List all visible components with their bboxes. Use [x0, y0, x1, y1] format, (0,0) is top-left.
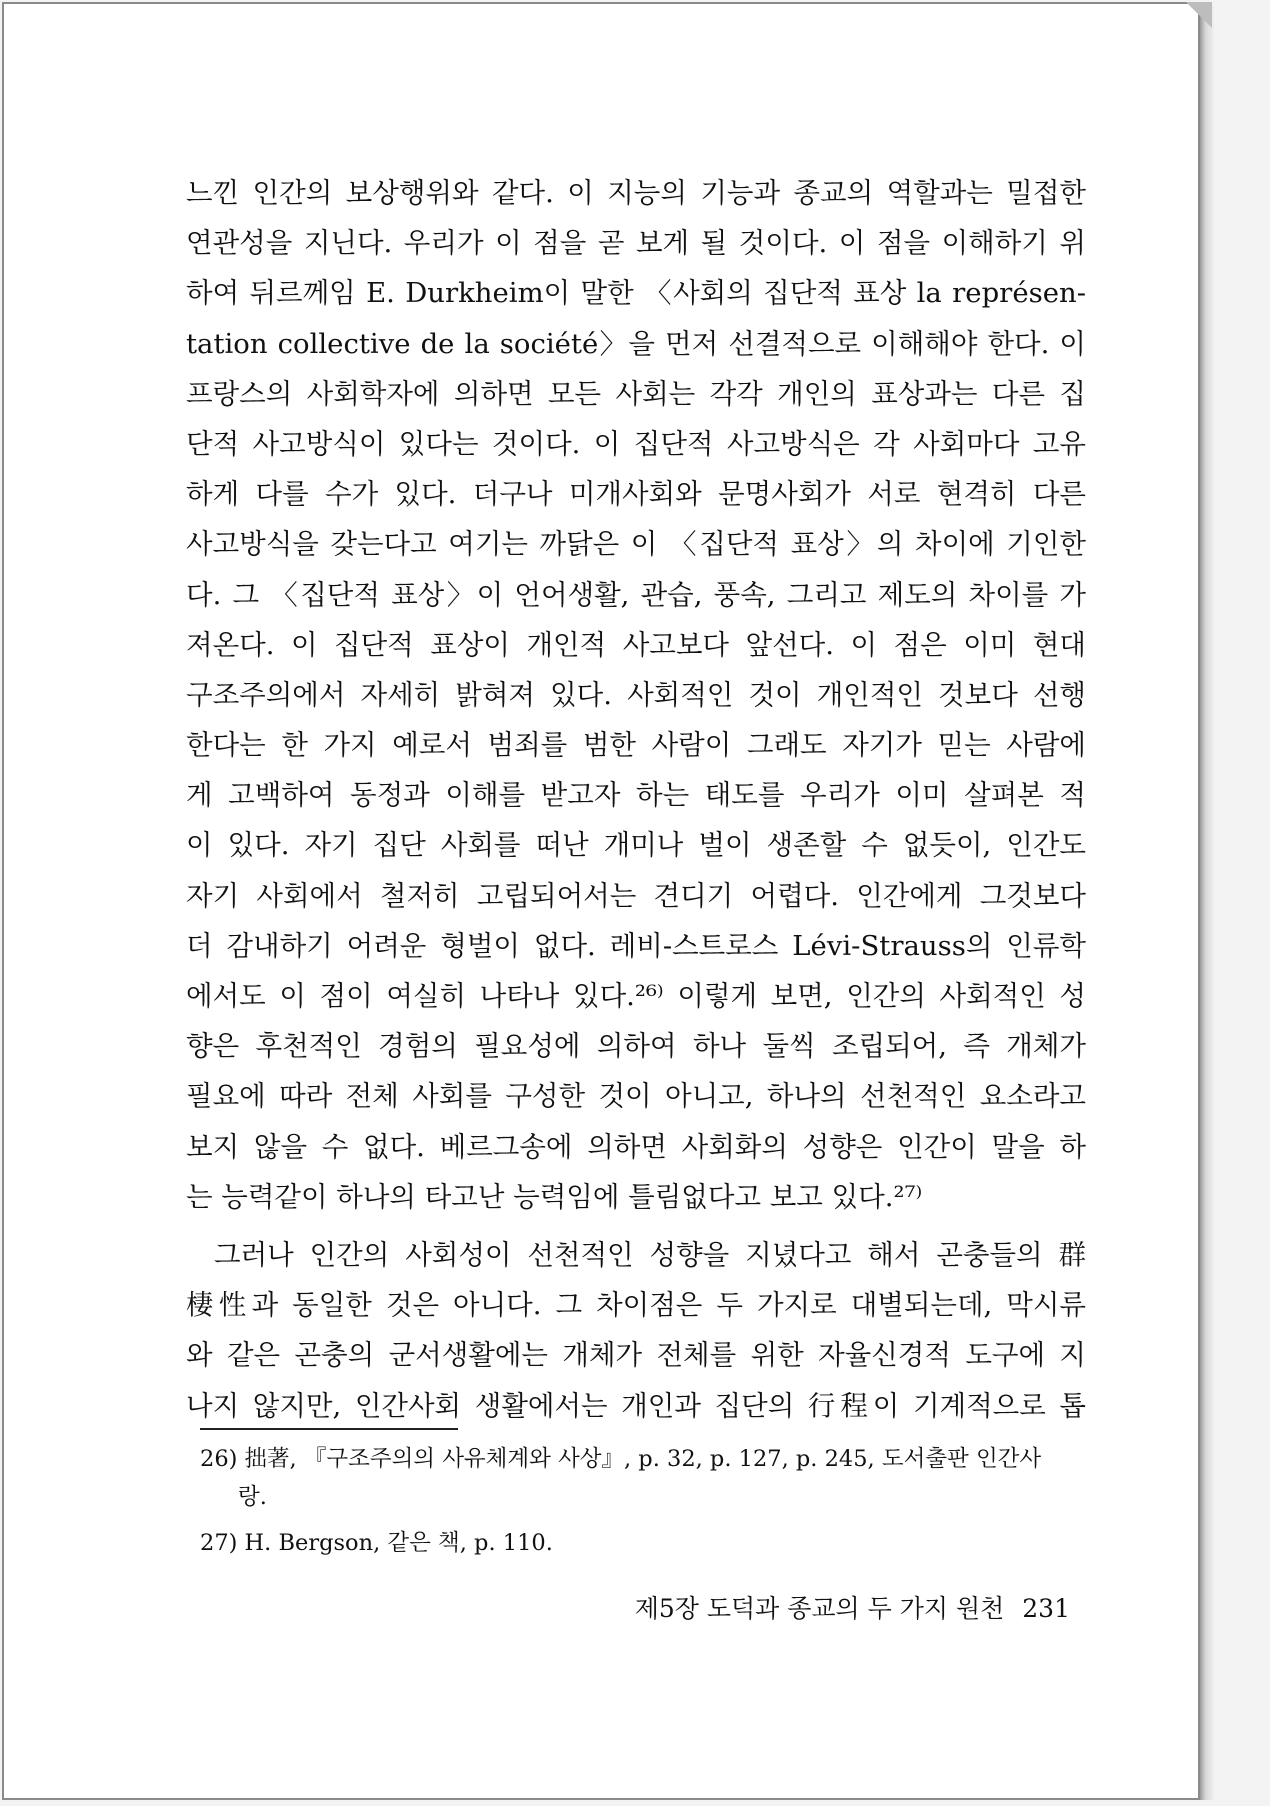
running-footer [590, 1592, 1070, 1626]
body-text [186, 168, 1086, 1431]
body-line: 이 있다. 자기 집단 사회를 떠난 개미나 벌이 생존할 수 없듯이, 인간도 [186, 829, 1086, 862]
footnote-27: 27) H. Bergson, 같은 책, p. 110. [200, 1530, 553, 1556]
body-line: 필요에 따라 전체 사회를 구성한 것이 아니고, 하나의 선천적인 요소라고 [186, 1080, 1086, 1113]
body-line: tation collective de la société〉을 먼저 선결적으로 이해해야 한다. 이 [186, 327, 1086, 360]
body-line: 져온다. 이 집단적 표상이 개인적 사고보다 앞선다. 이 점은 이미 현대 [186, 628, 1086, 661]
chapter-title: 제5장 도덕과 종교의 두 가지 원천 [634, 1594, 1005, 1623]
page-stack-edge [1200, 6, 1214, 1800]
body-line: 하게 다를 수가 있다. 더구나 미개사회와 문명사회가 서로 현격히 다른 [186, 478, 1086, 511]
footnote-gap [200, 1516, 1090, 1524]
body-line: 다. 그 〈집단적 표상〉이 언어생활, 관습, 풍속, 그리고 제도의 차이를 가 [186, 578, 1086, 611]
body-line: 자기 사회에서 철저히 고립되어서는 견디기 어렵다. 인간에게 그것보다 [186, 879, 1086, 912]
body-line: 느낀 인간의 보상행위와 같다. 이 지능의 기능과 종교의 역할과는 밀접한 [186, 177, 1086, 209]
body-line: 단적 사고방식이 있다는 것이다. 이 집단적 사고방식은 각 사회마다 고유 [186, 427, 1086, 460]
body-line: 게 고백하여 동정과 이해를 받고자 하는 태도를 우리가 이미 살펴본 적 [186, 779, 1086, 812]
body-line: 와 같은 곤충의 군서생활에는 개체가 전체를 위한 자율신경적 도구에 지 [186, 1339, 1086, 1372]
body-line: 棲性과 동일한 것은 아니다. 그 차이점은 두 가지로 대별되는데, 막시류 [186, 1289, 1086, 1322]
page-corner-fold [1186, 2, 1212, 28]
footnotes [200, 1440, 1090, 1562]
body-line: 하여 뒤르께임 E. Durkheim이 말한 〈사회의 집단적 표상 la représen- [186, 277, 1086, 310]
page-number: 231 [1022, 1594, 1070, 1623]
body-line: 향은 후천적인 경험의 필요성에 의하여 하나 둘씩 조립되어, 즉 개체가 [186, 1030, 1086, 1063]
body-line: 한다는 한 가지 예로서 범죄를 범한 사람이 그래도 자기가 믿는 사람에 [186, 729, 1086, 762]
body-line: 연관성을 지닌다. 우리가 이 점을 곧 보게 될 것이다. 이 점을 이해하기 위 [186, 227, 1086, 260]
body-line: 더 감내하기 어려운 형벌이 없다. 레비-스트로스 Lévi-Strauss의 인류학 [186, 929, 1086, 962]
body-line: 보지 않을 수 없다. 베르그송에 의하면 사회화의 성향은 인간이 말을 하 [186, 1130, 1086, 1163]
body-line: 구조주의에서 자세히 밝혀져 있다. 사회적인 것이 개인적인 것보다 선행 [186, 678, 1086, 711]
body-line: 그러나 인간의 사회성이 선천적인 성향을 지녔다고 해서 곤충들의 群 [214, 1238, 1086, 1271]
body-line: 프랑스의 사회학자에 의하면 모든 사회는 각각 개인의 표상과는 다른 집 [186, 377, 1086, 410]
footnote-26-continued: 랑. [238, 1484, 267, 1510]
body-line: 사고방식을 갖는다고 여기는 까닭은 이 〈집단적 표상〉의 차이에 기인한 [186, 528, 1086, 561]
paragraph-gap [186, 1222, 1086, 1230]
body-line: 에서도 이 점이 여실히 나타나 있다.²⁶⁾ 이렇게 보면, 인간의 사회적인 성 [186, 980, 1086, 1012]
body-line: 는 능력같이 하나의 타고난 능력임에 틀림없다고 보고 있다.²⁷⁾ [186, 1180, 923, 1213]
footnote-26: 26) 拙著, 『구조주의의 사유체계와 사상』, p. 32, p. 127, p. 245, 도서출판 인간사 [200, 1446, 1042, 1472]
footnote-divider [200, 1428, 458, 1430]
body-line: 나지 않지만, 인간사회 생활에서는 개인과 집단의 行程이 기계적으로 톱 [186, 1389, 1086, 1422]
